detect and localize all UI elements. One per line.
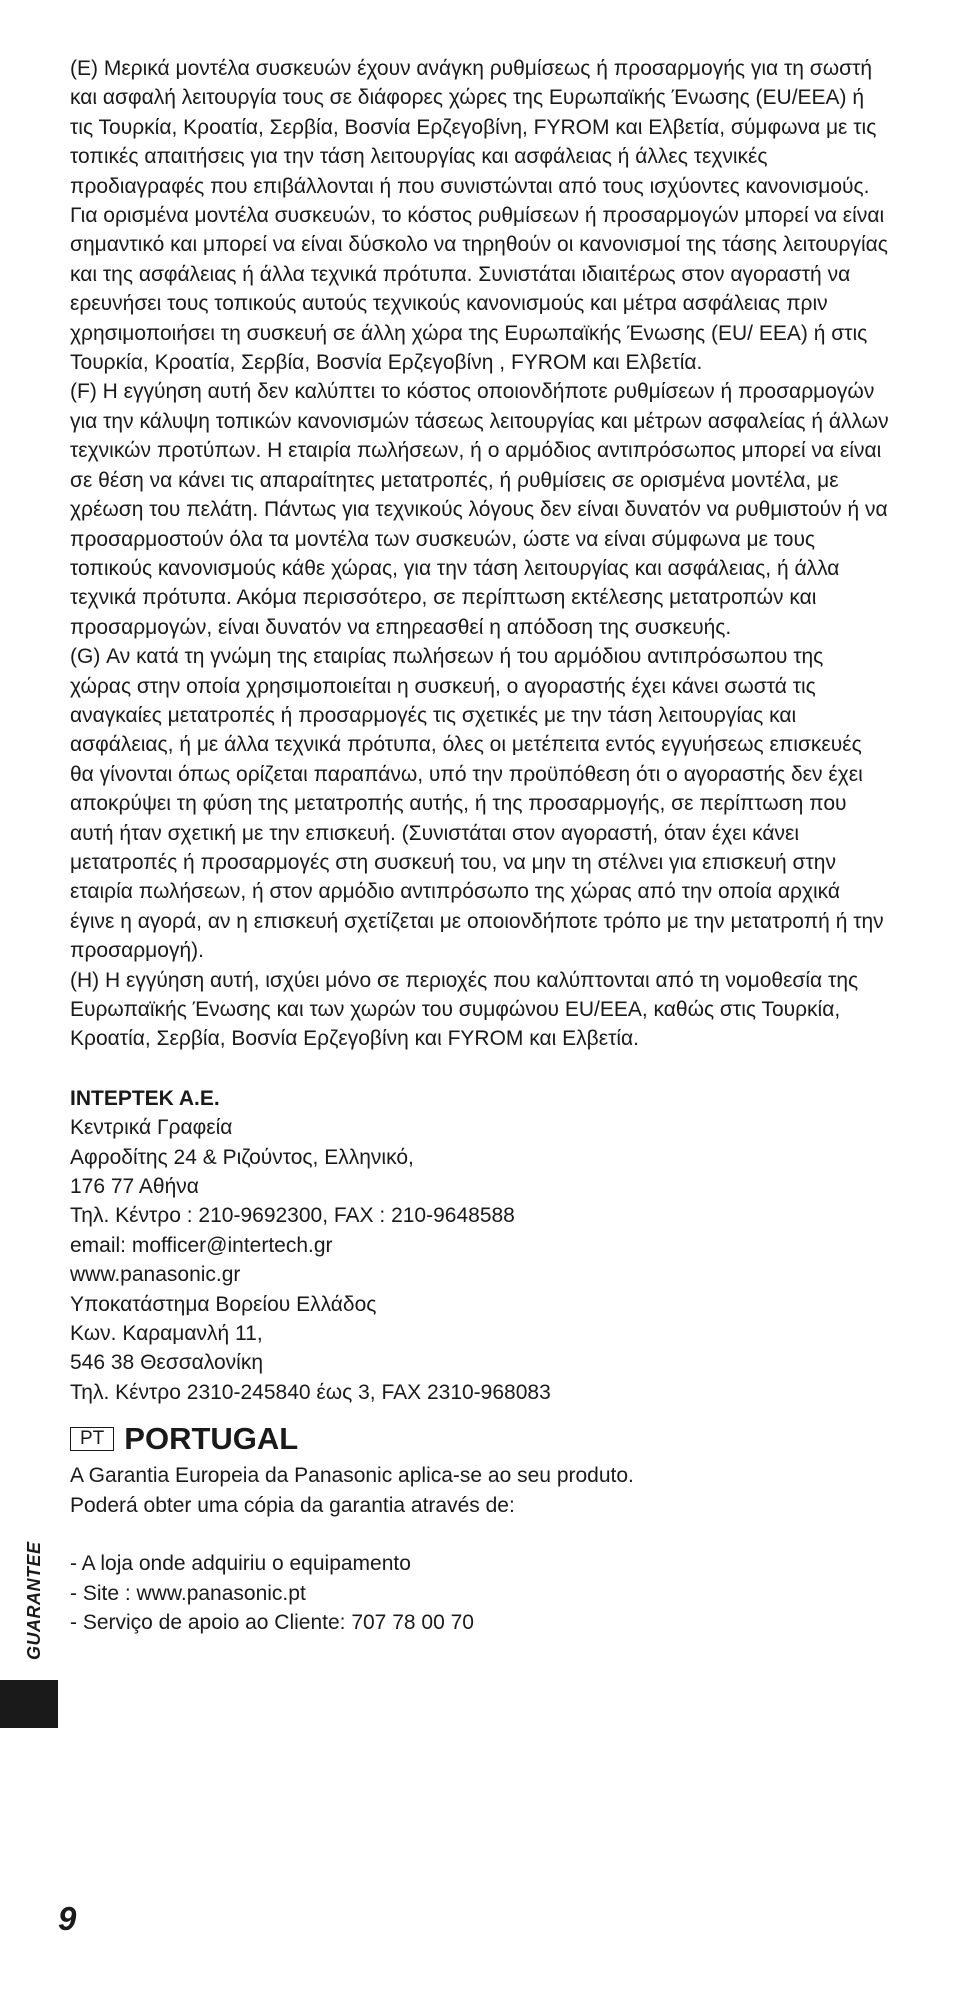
company-name: INTEPTEK A.E. (70, 1086, 220, 1110)
paragraph-h: (H) Η εγγύηση αυτή, ισχύει μόνο σε περιοχές που καλύπτονται από τη νομοθεσία της Ευρωπαϊκής Ένωσης και των χωρών του συμφώνου EU/EEA, καθώς στις Τουρκία, Κροατία, Σερβία, Βοσνία Ερζεγοβίνη και FYROM και Ελβετία. (70, 968, 859, 1051)
page-number: 9 (58, 1900, 77, 1937)
portugal-intro-2: Poderá obter uma cópia da garantia através de: (70, 1493, 515, 1517)
address-line: Κεντρικά Γραφεία (70, 1116, 233, 1140)
paragraph-f: (F) Η εγγύηση αυτή δεν καλύπτει το κόστος οποιονδήποτε ρυθμίσεων ή προσαρμογών για την κάλυψη τοπικών κανονισμών τάσεως λειτουργίας και μέτρων ασφαλείας ή άλλων τεχνικών προτύπων. Η εταιρία πωλήσεων, ή ο αρμόδιος αντιπρόσωπος μπορεί να είναι σε θέση να κάνει τις απαραίτητες μετατροπές, ή ρυθμίσεις σε ορισμένα μοντέλα, με χρέωση του πελάτη. Πάντως για τεχνικούς λόγους δεν είναι δυνατόν να ρυθμιστούν ή να προσαρμοστούν όλα τα μοντέλα των συσκευών, ώστε να είναι σύμφωνα με τους τοπικούς κανονισμούς κάθε χώρας, για την τάση λειτουργίας και ασφάλειας, ή άλλα τεχνικά πρότυπα. Ακόμα περισσότερο, σε περίπτωση εκτέλεσης μετατροπών και προσαρμογών, είναι δυνατόν να επηρεασθεί η απόδοση της συσκευής. (70, 380, 889, 639)
country-title: PORTUGAL (124, 1421, 299, 1457)
country-code-badge: PT (70, 1427, 114, 1451)
address-line: 176 77 Αθήνα (70, 1175, 199, 1199)
phone-line: Τηλ. Κέντρο 2310-245840 έως 3, FAX 2310-968083 (70, 1380, 551, 1404)
portugal-heading (70, 1421, 890, 1457)
list-item: - A loja onde adquiriu o equipamento (70, 1552, 411, 1576)
section-spacer (70, 1054, 890, 1084)
side-tab-marker (0, 1680, 58, 1728)
guarantee-side-label: GUARANTEE (24, 1541, 44, 1660)
phone-line: Τηλ. Κέντρο : 210-9692300, FAX : 210-9648588 (70, 1204, 515, 1228)
company-address-block (70, 1084, 890, 1407)
address-line: 546 38 Θεσσαλονίκη (70, 1351, 264, 1375)
address-line: Κων. Καραμανλή 11, (70, 1322, 263, 1346)
website-line: www.panasonic.gr (70, 1263, 241, 1287)
email-line: email: mofficer@intertech.gr (70, 1233, 333, 1257)
portugal-intro-1: A Garantia Europeia da Panasonic aplica-se ao seu produto. (70, 1464, 634, 1488)
paragraph-e: (E) Μερικά μοντέλα συσκευών έχουν ανάγκη ρυθμίσεως ή προσαρμογής για τη σωστή και ασφαλή λειτουργία τους σε διάφορες χώρες της Ευρωπαϊκής Ένωσης (EU/EEA) ή τις Τουρκία, Κροατία, Σερβία, Βοσνία Ερζεγοβίνη, FYROM και Ελβετία, σύμφωνα με τις τοπικές απαιτήσεις για την τάση λειτουργίας και ασφάλειας ή άλλες τεχνικές προδιαγραφές που επιβάλλονται ή που συνιστώνται από τους ισχύοντες κανονισμούς. Για ορισμένα μοντέλα συσκευών, το κόστος ρυθμίσεων ή προσαρμογών μπορεί να είναι σημαντικό και μπορεί να είναι δύσκολο να τηρηθούν οι κανονισμοί της τάσης λειτουργίας και της ασφάλειας ή άλλα τεχνικά πρότυπα. Συνιστάται ιδιαιτέρως στον αγοραστή να ερευνήσει τους τοπικούς αυτούς τεχνικούς κανονισμούς και μέτρα ασφάλειας πριν χρησιμοποιήσει τη συσκευή σε άλλη χώρα της Ευρωπαϊκής Ένωσης (EU/ EEA) ή στις Τουρκία, Κροατία, Σερβία, Βοσνία Ερζεγοβίνη , FYROM και Ελβετία. (70, 57, 888, 375)
list-spacer (70, 1520, 890, 1549)
address-line: Αφροδίτης 24 & Ριζούντος, Ελληνικό, (70, 1145, 414, 1169)
portugal-contact-list (70, 1549, 890, 1637)
paragraph-g: (G) Αν κατά τη γνώμη της εταιρίας πωλήσεων ή του αρμόδιου αντιπρόσωπου της χώρας στην οποία χρησιμοποιείται η συσκευή, ο αγοραστής έχει κάνει σωστά τις αναγκαίες μετατροπές ή προσαρμογές τις σχετικές με την τάση λειτουργίας και ασφάλειας, ή με άλλα τεχνικά πρότυπα, όλες οι μετέπειτα εντός εγγυήσεως επισκευές θα γίνονται όπως ορίζεται παραπάνω, υπό την προϋπόθεση ότι ο αγοραστής δεν έχει αποκρύψει τη φύση της μετατροπής αυτής, ή της προσαρμογής, σε περίπτωση που αυτή ήταν σχετική με την επισκευή. (Συνιστάται στον αγοραστή, όταν έχει κάνει μετατροπές ή προσαρμογές στη συσκευή του, να μην τη στέλνει για επισκευή στην εταιρία πωλήσεων, ή στον αρμόδιο αντιπρόσωπο της χώρας από την οποία αρχικά έγινε η αγορά, αν η επισκευή σχετίζεται με οποιονδήποτε τρόπο με την μετατροπή ή την προσαρμογή). (70, 645, 884, 963)
document-body (70, 54, 890, 1637)
list-item: - Serviço de apoio ao Cliente: 707 78 00 70 (70, 1610, 474, 1634)
address-line: Υποκατάστημα Βορείου Ελλάδος (70, 1292, 377, 1316)
list-item: - Site : www.panasonic.pt (70, 1581, 306, 1605)
